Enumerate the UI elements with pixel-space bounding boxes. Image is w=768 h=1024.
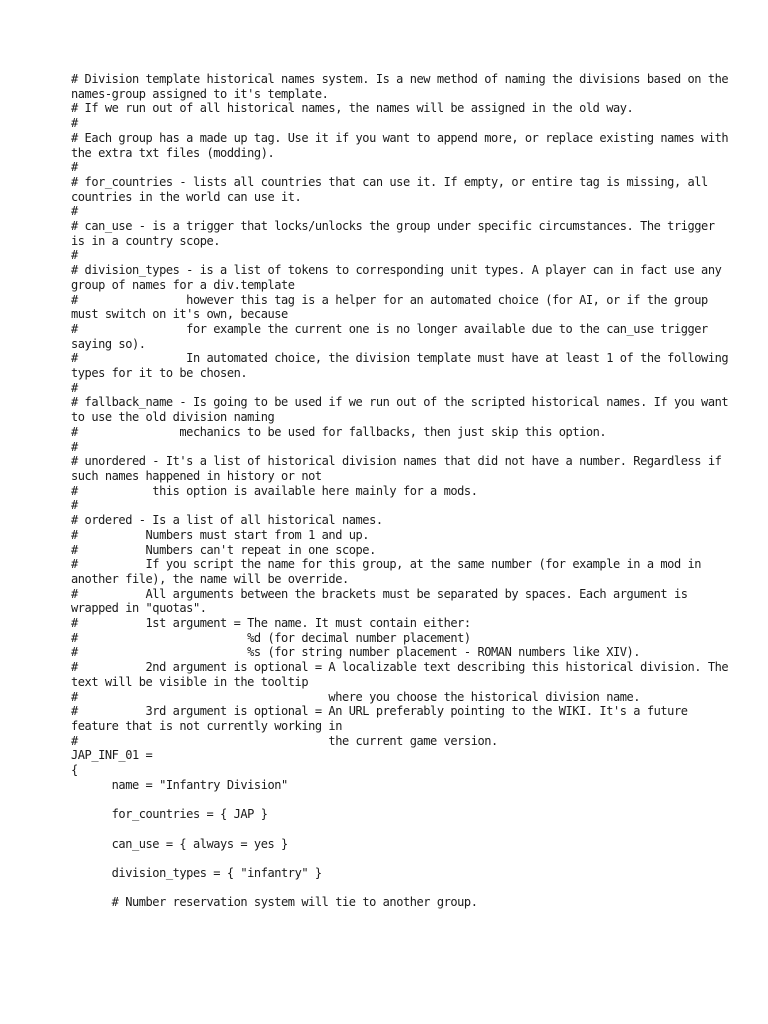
code-line: # xyxy=(71,498,78,513)
code-line: # where you choose the historical division name. xyxy=(71,689,641,704)
code-line: # xyxy=(71,204,78,219)
code-line: # If you script the name for this group, at the same number (for example in a mod in another file), the name will be override. xyxy=(71,557,708,586)
code-line: can_use = { always = yes } xyxy=(71,836,288,851)
code-line: # Division template historical names system. Is a new method of naming the divisions based on the names-group assigned to it's template. xyxy=(71,72,735,101)
code-line: # 3rd argument is optional = An URL preferably pointing to the WIKI. It's a future feature that is not currently working in xyxy=(71,704,695,733)
code-line: # 2nd argument is optional = A localizable text describing this historical division. The text will be visible in the tooltip xyxy=(71,660,735,689)
code-line: # fallback_name - Is going to be used if we run out of the scripted historical names. If you want to use the old division naming xyxy=(71,395,735,425)
code-line: # xyxy=(71,248,78,263)
code-line: # xyxy=(71,439,78,454)
code-line: # for example the current one is no longer available due to the can_use trigger saying so). xyxy=(71,321,715,351)
code-line: # If we run out of all historical names, the names will be assigned in the old way. xyxy=(71,101,634,116)
code-line: name = "Infantry Division" xyxy=(71,777,288,792)
code-line: # the current game version. xyxy=(71,733,498,748)
code-line: division_types = { "infantry" } xyxy=(71,865,322,880)
code-line xyxy=(71,851,731,866)
code-line: # In automated choice, the division template must have at least 1 of the following types for it to be chosen. xyxy=(71,351,735,381)
code-line: # for_countries - lists all countries that can use it. If empty, or entire tag is missing, all countries in the world can use it. xyxy=(71,174,715,204)
code-line: # can_use - is a trigger that locks/unlocks the group under specific circumstances. The trigger is in a country scope. xyxy=(71,219,722,248)
code-line: { xyxy=(71,763,78,778)
code-line: # %s (for string number placement - ROMAN numbers like XIV). xyxy=(71,645,641,660)
code-line: # %d (for decimal number placement) xyxy=(71,630,471,645)
code-line: # unordered - It's a list of historical division names that did not have a number. Regardless if such names happened in history or not xyxy=(71,454,729,483)
code-line: # xyxy=(71,160,78,175)
code-line: JAP_INF_01 = xyxy=(71,748,153,763)
code-line: # Numbers can't repeat in one scope. xyxy=(71,542,376,557)
code-line xyxy=(71,792,731,807)
code-line: # xyxy=(71,380,78,395)
code-line: # Number reservation system will tie to another group. xyxy=(71,895,478,910)
code-line: # xyxy=(71,116,78,131)
code-line xyxy=(71,881,731,896)
code-line: # this option is available here mainly for a mods. xyxy=(71,483,478,498)
code-line: # Each group has a made up tag. Use it if you want to append more, or replace existing names with the extra txt files (modding). xyxy=(71,130,735,160)
code-line: for_countries = { JAP } xyxy=(71,807,268,822)
code-line: # mechanics to be used for fallbacks, then just skip this option. xyxy=(71,424,607,439)
code-line: # ordered - Is a list of all historical names. xyxy=(71,513,383,528)
code-line: # 1st argument = The name. It must contain either: xyxy=(71,616,471,631)
code-line xyxy=(71,822,731,837)
code-listing xyxy=(71,72,735,910)
code-line: # however this tag is a helper for an automated choice (for AI, or if the group must switch on it's own, because xyxy=(71,292,715,322)
code-line: # Numbers must start from 1 and up. xyxy=(71,527,370,542)
code-line: # All arguments between the brackets must be separated by spaces. Each argument is wrapped in "quotas". xyxy=(71,586,695,616)
code-line: # division_types - is a list of tokens to corresponding unit types. A player can in fact use any group of names for a div.template xyxy=(71,263,729,292)
